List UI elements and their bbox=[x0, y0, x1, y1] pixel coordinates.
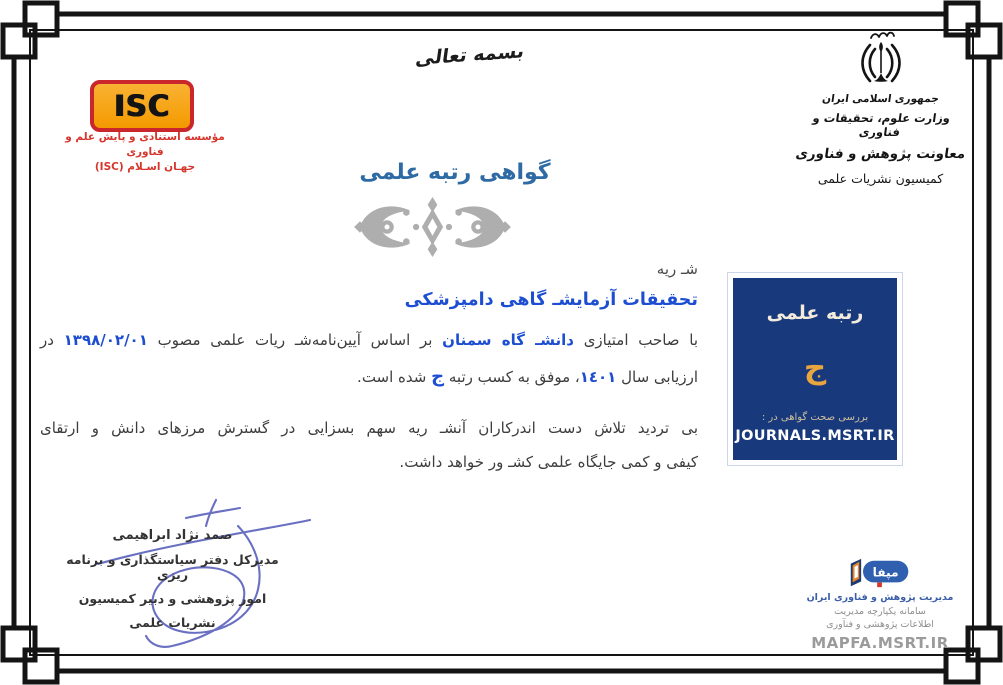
body-paragraph2-line2: کیفی و کمی جایگاه علمی کشـ ور خواهد داشت. bbox=[399, 453, 698, 471]
rank-box bbox=[733, 278, 897, 460]
isc-subtitle-line1: مؤسسه استنادی و پایش علم و فناوری bbox=[65, 131, 225, 158]
signatory-name: صمد نژاد ابراهیمی bbox=[112, 528, 233, 543]
journal-title: تحقیقات آزمایشـ گاهی دامپزشکی bbox=[404, 290, 698, 310]
signature-block bbox=[55, 528, 290, 630]
mapfa-line-2: سامانه یکپارچه مدیریت bbox=[834, 606, 926, 617]
signatory-title-3: نشریات علمی bbox=[129, 615, 216, 630]
body-intro-line: شـ ریه bbox=[656, 260, 698, 278]
ministry-country-line: جمهوری اسلامی ایران bbox=[821, 93, 940, 105]
body-line3-part2: بر اساس آیین‌نامه‌شـ ریات علمی مصوب bbox=[147, 331, 443, 349]
body-paragraph2-line1: بی تردید تلاش دست اندرکاران آنشـ ریه سهم بسزایی در گسترش مرزهای دانش و ارتقای bbox=[40, 419, 698, 437]
approval-date: ١٣٩٨/٠٢/٠١ bbox=[63, 331, 148, 349]
body-line4-part3: شده است. bbox=[357, 368, 432, 386]
signatory-title-2: امور پژوهشی و دبیر کمیسیون bbox=[78, 591, 267, 606]
rank-box-heading: رتبه علمی bbox=[766, 302, 864, 324]
mapfa-logo-text: مپفا bbox=[872, 565, 899, 580]
page-title: گواهی رتبه علمی bbox=[359, 160, 551, 185]
signatory-title-1: مدیرکل دفتر سیاستگذاری و برنامه ریزی bbox=[66, 552, 279, 582]
body-line-publisher bbox=[40, 331, 698, 349]
mapfa-line-3: اطلاعات پژوهشی و فنآوری bbox=[826, 619, 934, 630]
isc-subtitle-line2: جهـان اسـلام (ISC) bbox=[94, 161, 196, 173]
evaluation-year: ١٤٠١ bbox=[579, 368, 617, 386]
ministry-block bbox=[793, 30, 968, 186]
publisher-name: دانشـ گاه سمنان bbox=[442, 331, 574, 349]
verify-url: JOURNALS.MSRT.IR bbox=[735, 428, 895, 444]
mapfa-line-1: مدیریت پژوهش و فناوری ایران bbox=[806, 592, 954, 603]
isc-logo-text: ISC bbox=[114, 89, 170, 123]
mapfa-block bbox=[790, 556, 970, 652]
body-line3-part1: با صاحب امتیازی bbox=[573, 331, 698, 349]
body-line4-part2: ، موفق به کسب رتبه bbox=[444, 368, 580, 386]
bismillah-text: بسمه تعالی bbox=[414, 40, 526, 70]
rank-letter: ج bbox=[803, 350, 827, 386]
ministry-commission-line: کمیسیون نشریات علمی bbox=[817, 171, 944, 186]
ministry-deputy-line: معاونت پژوهش و فناوری bbox=[794, 146, 967, 162]
iran-emblem-icon bbox=[859, 30, 903, 88]
mapfa-url: MAPFA.MSRT.IR bbox=[811, 634, 949, 652]
rank-letter-inline: ج bbox=[431, 366, 445, 387]
body-line-rank bbox=[40, 366, 698, 387]
ministry-name-line: وزارت علوم، تحقیقات و فناوری bbox=[811, 111, 952, 139]
mapfa-logo-icon bbox=[847, 556, 913, 590]
body-line3-part3: در bbox=[40, 331, 64, 349]
body-line4-part1: ارزیابی سال bbox=[616, 368, 698, 386]
verify-label: بررسی صحت گواهی در : bbox=[761, 412, 869, 423]
